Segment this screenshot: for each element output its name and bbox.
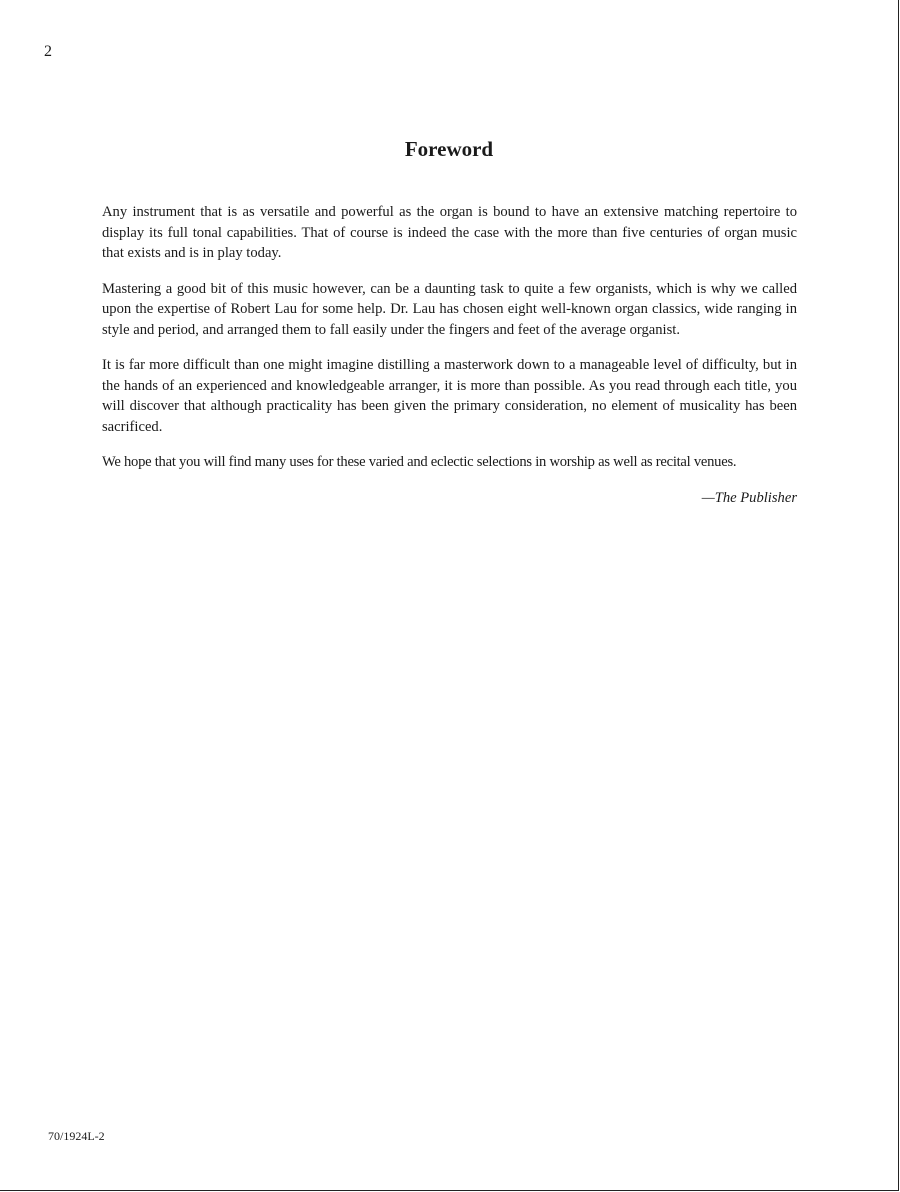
paragraph-1: Any instrument that is as versatile and powerful as the organ is bound to have an extensive matching repertoire to display its full tonal capabilities. That of course is indeed the case with the more than five centuries of organ music that exists and is in play today. <box>102 204 797 261</box>
paragraph-4: We hope that you will find many uses for these varied and eclectic selections in worship as well as recital venues. <box>102 454 737 470</box>
catalog-number: 70/1924L-2 <box>48 1129 105 1143</box>
page-title: Foreword <box>404 137 494 161</box>
paragraph-3: It is far more difficult than one might imagine distilling a masterwork down to a manageable level of difficulty, but in the hands of an experienced and knowledgeable arranger, it is more than possible. As you read through each title, you will discover that although practicality has been given the primary consideration, no element of musicality has been sacrificed. <box>102 357 797 435</box>
page-number: 2 <box>44 43 52 60</box>
signature: —The Publisher <box>701 489 797 506</box>
foreword-body <box>102 202 797 508</box>
paragraph-2: Mastering a good bit of this music however, can be a daunting task to quite a few organists, which is why we called upon the expertise of Robert Lau for some help. Dr. Lau has chosen eight well-known organ classics, wide ranging in style and period, and arranged them to fall easily under the fingers and feet of the average organist. <box>102 280 797 338</box>
